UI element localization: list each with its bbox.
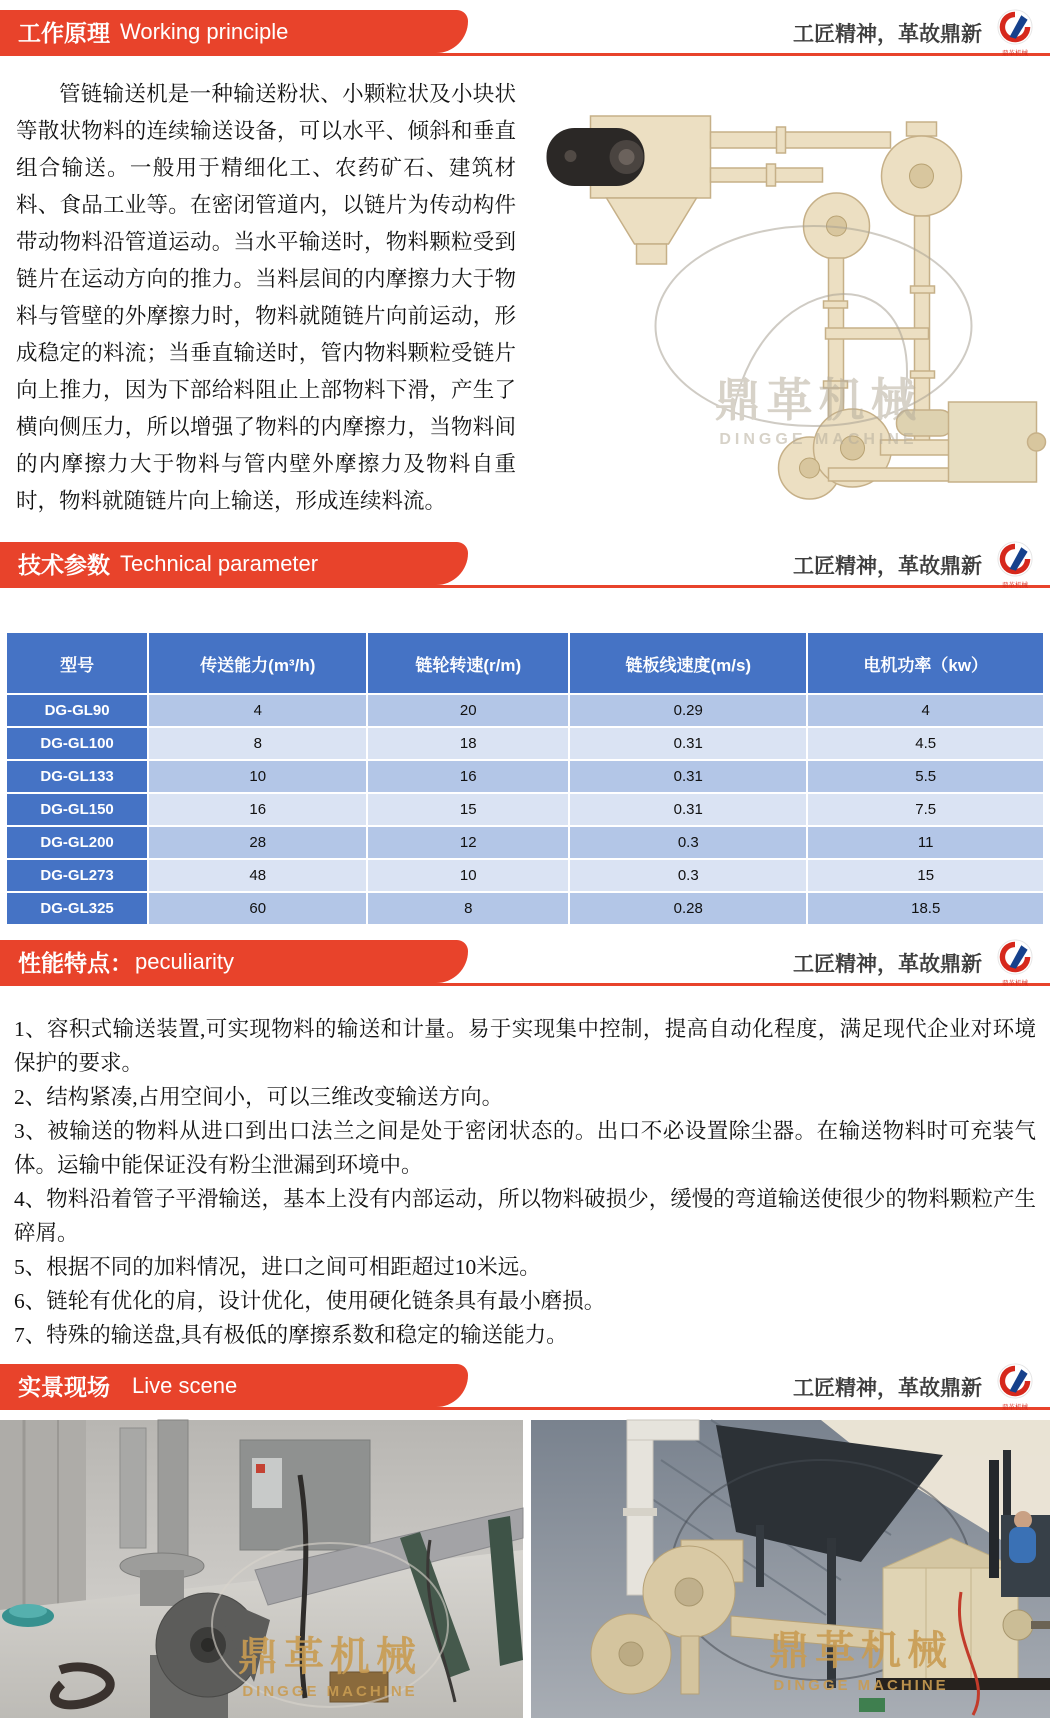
feature-item: 7、特殊的输送盘,具有极低的摩擦系数和稳定的输送能力。 — [14, 1323, 568, 1347]
working-principle-paragraph: 管链输送机是一种输送粉状、小颗粒状及小块状等散状物料的连续输送设备，可以水平、倾斜和垂直组合输送。一般用于精细化工、农药矿石、建筑材料、食品工业等。在密闭管道内，以链片为传动构件带动物料沿管道运动。当水平输送时，物料颗粒受到链片在运动方向的推力。当料层间的内摩擦力大于物料与管壁的外摩擦力时，物料就随链片向前运动，形成稳定的料流；当垂直输送时，管内物料颗粒受链片向上推力，因为下部给料阻止上部物料下滑，产生了横向侧压力，所以增强了物料的内摩擦力，当物料间的内摩擦力大于物料与管内壁外摩擦力及物料自重时，物料就随链片向上输送，形成连续料流。 — [16, 82, 516, 513]
value-cell: 15 — [807, 859, 1044, 892]
dingge-logo-icon — [997, 939, 1033, 975]
value-cell: 11 — [807, 826, 1044, 859]
watermark-zh: 鼎革机械 — [714, 374, 923, 426]
value-cell: 10 — [367, 859, 569, 892]
brand-logo — [994, 9, 1036, 57]
banner-title-en: Technical parameter — [120, 550, 319, 576]
peculiarity-list — [0, 986, 1050, 1360]
brand-logo — [994, 541, 1036, 589]
banner-flag — [0, 940, 468, 983]
table-row — [6, 892, 1044, 925]
watermark-zh: 鼎革机械 — [769, 1629, 953, 1673]
brand-logo — [994, 939, 1036, 987]
value-cell: 60 — [148, 892, 367, 925]
value-cell: 0.31 — [569, 727, 807, 760]
brand-logo — [994, 1363, 1036, 1411]
dingge-logo-icon — [997, 9, 1033, 45]
table-header-row — [6, 632, 1044, 694]
feature-item: 4、物料沿着管子平滑输送，基本上没有内部运动，所以物料破损少，缓慢的弯道输送使很少的物料颗粒产生碎屑。 — [14, 1187, 1036, 1245]
watermark-en: DINGGE MACHINE — [242, 1683, 418, 1700]
column-header-sprocket-speed: 链轮转速(r/m) — [367, 632, 569, 694]
banner-title-zh: 工作原理 — [18, 20, 110, 46]
banner-title-zh: 技术参数 — [18, 552, 110, 578]
column-header-chain-speed: 链板线速度(m/s) — [569, 632, 807, 694]
conveyor-product-image — [526, 76, 1046, 504]
value-cell: 48 — [148, 859, 367, 892]
feature-item: 5、根据不同的加料情况，进口之间可相距超过10米远。 — [14, 1255, 541, 1279]
value-cell: 16 — [367, 760, 569, 793]
value-cell: 20 — [367, 694, 569, 727]
logo-caption: 鼎革机械 — [1002, 581, 1028, 589]
value-cell: 0.3 — [569, 859, 807, 892]
feature-item: 3、被输送的物料从进口到出口法兰之间是处于密闭状态的。出口不必设置除尘器。在输送物料时可充装气体。运输中能保证没有粉尘泄漏到环境中。 — [14, 1119, 1036, 1177]
section-banner-peculiarity — [0, 940, 1050, 986]
model-cell: DG-GL200 — [6, 826, 148, 859]
watermark-en: DINGGE MACHINE — [719, 431, 918, 448]
banner-title-zh: 实景现场 — [18, 1374, 110, 1400]
value-cell: 0.31 — [569, 793, 807, 826]
section-banner-working-principle — [0, 10, 1050, 56]
brand-slogan: 工匠精神，革故鼎新 — [793, 554, 982, 578]
value-cell: 8 — [148, 727, 367, 760]
photo-watermark — [769, 1629, 953, 1694]
table-row — [6, 793, 1044, 826]
column-header-model: 型号 — [6, 632, 148, 694]
value-cell: 0.29 — [569, 694, 807, 727]
watermark-en: DINGGE MACHINE — [773, 1677, 949, 1694]
technical-parameter-table — [5, 631, 1045, 926]
column-header-capacity: 传送能力(m³/h) — [148, 632, 367, 694]
model-cell: DG-GL100 — [6, 727, 148, 760]
value-cell: 18.5 — [807, 892, 1044, 925]
value-cell: 5.5 — [807, 760, 1044, 793]
value-cell: 15 — [367, 793, 569, 826]
dingge-logo-icon — [997, 541, 1033, 577]
page — [0, 10, 1050, 1700]
value-cell: 0.31 — [569, 760, 807, 793]
banner-title-en: peculiarity — [135, 948, 235, 974]
value-cell: 0.3 — [569, 826, 807, 859]
value-cell: 4.5 — [807, 727, 1044, 760]
value-cell: 8 — [367, 892, 569, 925]
model-cell: DG-GL273 — [6, 859, 148, 892]
feature-item: 6、链轮有优化的肩，设计优化，使用硬化链条具有最小磨损。 — [14, 1289, 606, 1313]
value-cell: 4 — [807, 694, 1044, 727]
value-cell: 18 — [367, 727, 569, 760]
working-principle-section — [0, 76, 1050, 520]
table-row — [6, 727, 1044, 760]
table-row — [6, 826, 1044, 859]
tube-chain-conveyor-illustration — [526, 76, 1046, 504]
model-cell: DG-GL325 — [6, 892, 148, 925]
value-cell: 16 — [148, 793, 367, 826]
banner-flag — [0, 1364, 468, 1407]
value-cell: 12 — [367, 826, 569, 859]
feature-item: 1、容积式输送装置,可实现物料的输送和计量。易于实现集中控制，提高自动化程度，满足现代企业对环境保护的要求。 — [14, 1017, 1036, 1075]
banner-flag — [0, 542, 468, 585]
table-row — [6, 694, 1044, 727]
live-scene-photo-2 — [531, 1420, 1050, 1718]
value-cell: 0.28 — [569, 892, 807, 925]
logo-caption: 鼎革机械 — [1002, 979, 1028, 987]
dingge-logo-icon — [997, 1363, 1033, 1399]
banner-title-zh: 性能特点： — [18, 950, 133, 976]
watermark-zh: 鼎革机械 — [238, 1635, 422, 1679]
logo-caption: 鼎革机械 — [1002, 49, 1028, 57]
value-cell: 7.5 — [807, 793, 1044, 826]
live-scene-photo-1 — [0, 1420, 523, 1718]
value-cell: 4 — [148, 694, 367, 727]
section-banner-live-scene — [0, 1364, 1050, 1410]
brand-slogan: 工匠精神，革故鼎新 — [793, 1376, 982, 1400]
model-cell: DG-GL150 — [6, 793, 148, 826]
brand-slogan: 工匠精神，革故鼎新 — [793, 952, 982, 976]
model-cell: DG-GL133 — [6, 760, 148, 793]
column-header-motor-power: 电机功率（kw） — [807, 632, 1044, 694]
table-row — [6, 859, 1044, 892]
banner-flag — [0, 10, 468, 53]
live-scene-photos — [0, 1420, 1050, 1718]
banner-title-en: Working principle — [120, 18, 289, 44]
value-cell: 10 — [148, 760, 367, 793]
banner-title-en: Live scene — [132, 1372, 238, 1398]
section-banner-technical-parameter — [0, 542, 1050, 588]
logo-caption: 鼎革机械 — [1002, 1403, 1028, 1411]
brand-slogan: 工匠精神，革故鼎新 — [793, 22, 982, 46]
table-row — [6, 760, 1044, 793]
model-cell: DG-GL90 — [6, 694, 148, 727]
value-cell: 28 — [148, 826, 367, 859]
feature-item: 2、结构紧凑,占用空间小，可以三维改变输送方向。 — [14, 1085, 504, 1109]
